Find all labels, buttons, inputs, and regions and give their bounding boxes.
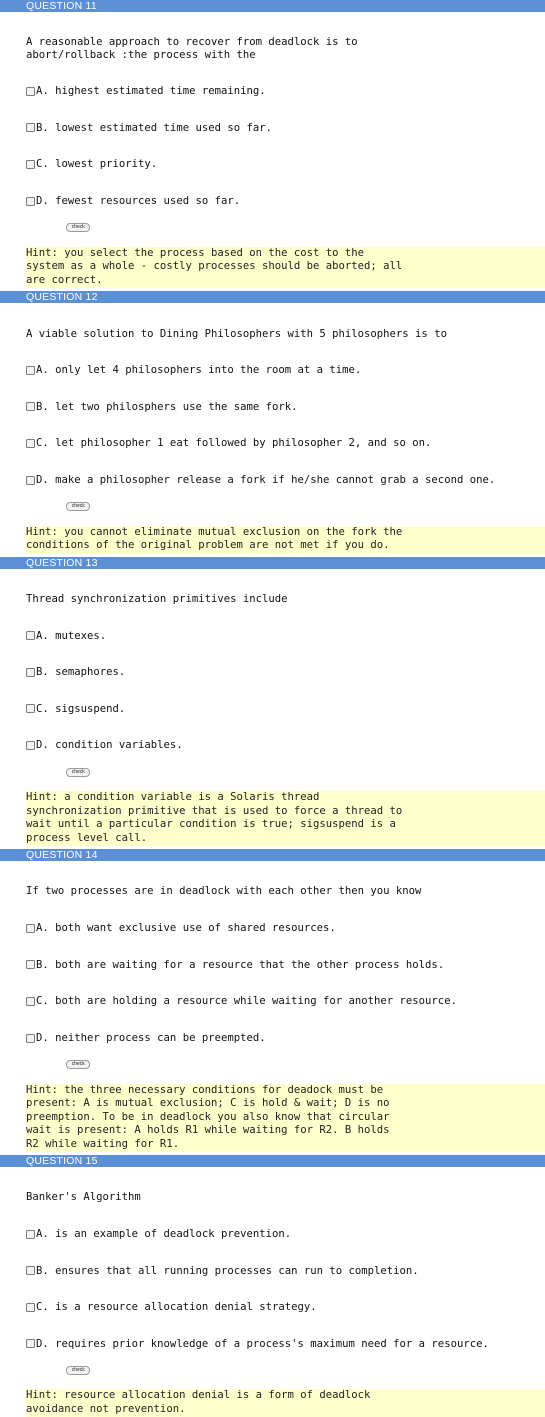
answer-option[interactable]	[26, 85, 545, 97]
answer-option[interactable]	[26, 195, 545, 207]
radio-button[interactable]	[26, 960, 35, 969]
check-button[interactable]: check	[66, 768, 90, 777]
answer-option[interactable]	[26, 401, 545, 413]
radio-button[interactable]	[26, 197, 35, 206]
radio-button[interactable]	[26, 402, 35, 411]
option-label: C. both are holding a resource while waiting for another resource.	[36, 995, 457, 1008]
option-label: A. only let 4 philosophers into the room at a time.	[36, 364, 362, 377]
question-title: QUESTION 12	[0, 291, 545, 303]
question-block	[0, 557, 545, 846]
question-stem: Banker's Algorithm	[26, 1191, 141, 1204]
question-stem: A viable solution to Dining Philosophers with 5 philosophers is to	[26, 327, 447, 340]
radio-button[interactable]	[26, 741, 35, 750]
answer-option[interactable]	[26, 959, 545, 971]
radio-button[interactable]	[26, 123, 35, 132]
option-label: D. fewest resources used so far.	[36, 195, 241, 208]
question-block	[0, 0, 545, 288]
option-label: A. highest estimated time remaining.	[36, 85, 266, 98]
option-label: C. let philosopher 1 eat followed by philosopher 2, and so on.	[36, 437, 432, 450]
answer-option[interactable]	[26, 1301, 545, 1313]
answer-option[interactable]	[26, 703, 545, 715]
option-label: B. let two philosphers use the same fork.	[36, 400, 298, 413]
answer-option[interactable]	[26, 122, 545, 134]
hint-text: Hint: you select the process based on the cost to the system as a whole - costly processes should be aborted; all are correct.	[26, 247, 545, 289]
answer-option[interactable]	[26, 364, 545, 376]
radio-button[interactable]	[26, 1230, 35, 1239]
radio-button[interactable]	[26, 997, 35, 1006]
option-label: A. mutexes.	[36, 629, 107, 642]
answer-option[interactable]	[26, 1265, 545, 1277]
radio-button[interactable]	[26, 87, 35, 96]
question-stem: Thread synchronization primitives include	[26, 593, 288, 606]
radio-button[interactable]	[26, 1266, 35, 1275]
question-title: QUESTION 11	[0, 0, 545, 12]
radio-button[interactable]	[26, 704, 35, 713]
question-stem: A reasonable approach to recover from deadlock is to abort/rollback :the process with the	[26, 36, 358, 61]
answer-option[interactable]	[26, 474, 545, 486]
option-label: D. make a philosopher release a fork if he/she cannot grab a second one.	[36, 474, 496, 486]
answer-option[interactable]	[26, 995, 545, 1007]
answer-option[interactable]	[26, 437, 545, 449]
check-button[interactable]: check	[66, 502, 90, 511]
question-title: QUESTION 15	[0, 1155, 545, 1167]
option-label: D. condition variables.	[36, 739, 183, 752]
option-label: C. is a resource allocation denial strategy.	[36, 1301, 317, 1314]
hint-text: Hint: the three necessary conditions for deadock must be present: A is mutual exclusion; C is hold & wait; D is no preemption. To be in deadlock you also know that circular wait is present: A holds R1 while waiting for R2. B holds R2 while waiting for R1.	[26, 1084, 545, 1153]
check-button[interactable]: check	[66, 1366, 90, 1375]
answer-option[interactable]	[26, 922, 545, 934]
question-title: QUESTION 14	[0, 849, 545, 861]
answer-option[interactable]	[26, 739, 545, 751]
question-title: QUESTION 13	[0, 557, 545, 569]
radio-button[interactable]	[26, 924, 35, 933]
radio-button[interactable]	[26, 366, 35, 375]
check-button[interactable]: check	[66, 1060, 90, 1069]
question-stem: If two processes are in deadlock with each other then you know	[26, 885, 422, 898]
option-label: B. lowest estimated time used so far.	[36, 121, 272, 134]
hint-text: Hint: a condition variable is a Solaris thread synchronization primitive that is used to force a thread to wait until a particular condition is true; sigsuspend is a process level call.	[26, 791, 545, 846]
hint-text: Hint: you cannot eliminate mutual exclusion on the fork the conditions of the original problem are not met if you do.	[26, 526, 545, 554]
answer-option[interactable]	[26, 158, 545, 170]
radio-button[interactable]	[26, 1339, 35, 1348]
option-label: B. ensures that all running processes can run to completion.	[36, 1264, 419, 1277]
question-block	[0, 291, 545, 553]
option-label: B. both are waiting for a resource that the other process holds.	[36, 958, 445, 971]
radio-button[interactable]	[26, 160, 35, 169]
option-label: C. lowest priority.	[36, 158, 158, 171]
hint-text: Hint: resource allocation denial is a form of deadlock avoidance not prevention.	[26, 1389, 545, 1417]
radio-button[interactable]	[26, 668, 35, 677]
option-label: A. both want exclusive use of shared resources.	[36, 922, 336, 935]
radio-button[interactable]	[26, 439, 35, 448]
option-label: B. semaphores.	[36, 666, 126, 679]
option-label: D. requires prior knowledge of a process's maximum need for a resource.	[36, 1337, 489, 1350]
question-block	[0, 849, 545, 1152]
radio-button[interactable]	[26, 1034, 35, 1043]
check-button[interactable]: check	[66, 223, 90, 232]
option-label: C. sigsuspend.	[36, 702, 126, 715]
answer-option[interactable]	[26, 1338, 545, 1350]
option-label: A. is an example of deadlock prevention.	[36, 1228, 292, 1241]
answer-option[interactable]	[26, 1228, 545, 1240]
question-block	[0, 1155, 545, 1417]
radio-button[interactable]	[26, 631, 35, 640]
answer-option[interactable]	[26, 666, 545, 678]
answer-option[interactable]	[26, 1032, 545, 1044]
radio-button[interactable]	[26, 476, 35, 485]
answer-option[interactable]	[26, 630, 545, 642]
option-label: D. neither process can be preempted.	[36, 1031, 266, 1044]
radio-button[interactable]	[26, 1303, 35, 1312]
